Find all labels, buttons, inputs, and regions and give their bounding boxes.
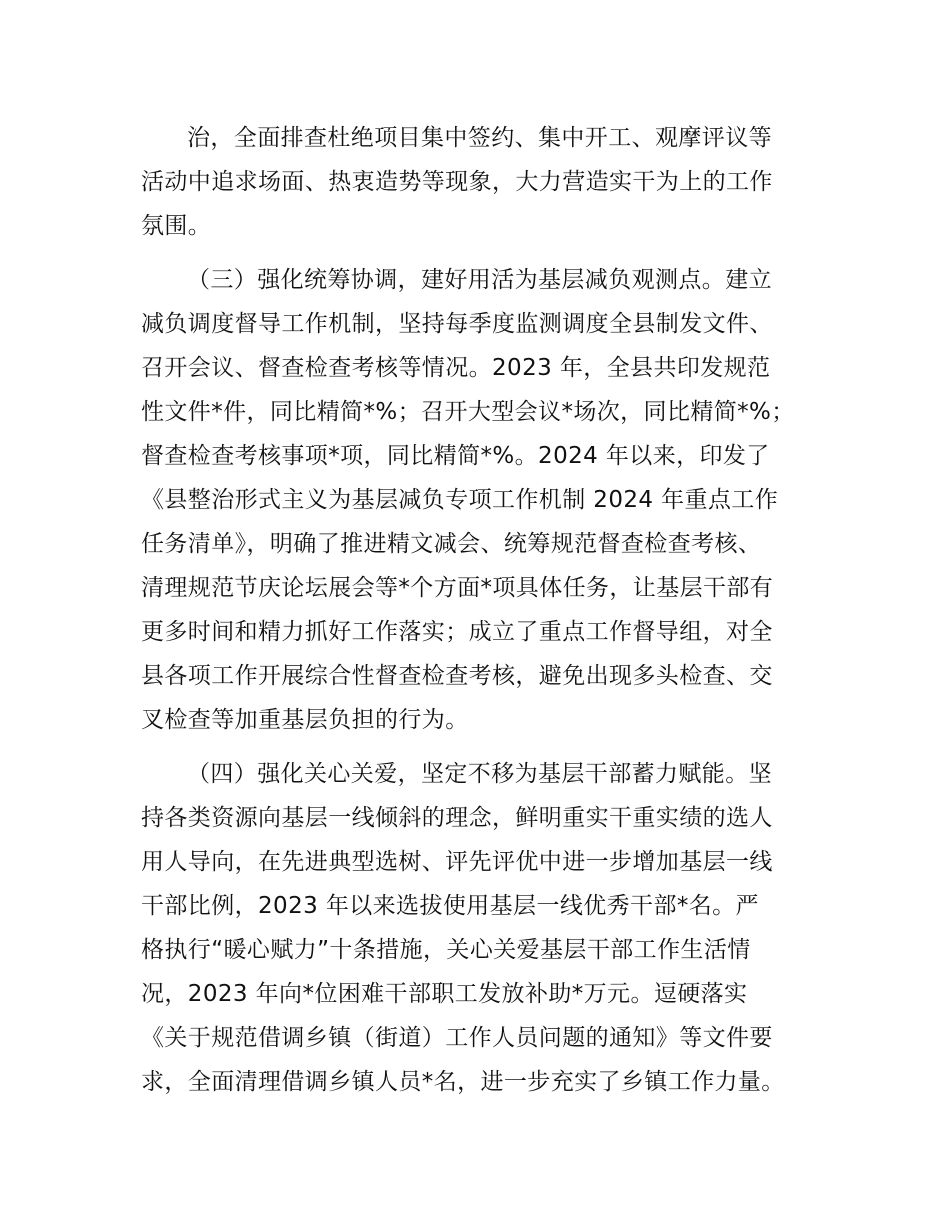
text-line: 治，全面排查杜绝项目集中签约、集中开工、观摩评议等 xyxy=(187,125,772,151)
text-line: （四）强化关心关爱，坚定不移为基层干部蓄力赋能。坚 xyxy=(187,761,772,787)
text-line: 《关于规范借调乡镇（街道）工作人员问题的通知》等文件要 xyxy=(141,1025,773,1051)
text-line: 活动中追求场面、热衷造势等现象，大力营造实干为上的工作 xyxy=(141,169,773,195)
text-line: （三）强化统筹协调，建好用活为基层减负观测点。建立 xyxy=(187,267,772,293)
text-line: 用人导向，在先进典型选树、评先评优中进一步增加基层一线 xyxy=(141,849,773,875)
text-line: 格执行“暖心赋力”十条措施，关心关爱基层干部工作生活情 xyxy=(141,937,751,963)
text-line: 求，全面清理借调乡镇人员*名，进一步充实了乡镇工作力量。 xyxy=(141,1069,785,1095)
text-line: 叉检查等加重基层负担的行为。 xyxy=(141,707,469,733)
text-line: 召开会议、督查检查考核等情况。2023 年，全县共印发规范 xyxy=(141,355,771,381)
document-page xyxy=(141,116,831,1104)
text-line: 性文件*件，同比精简*%；召开大型会议*场次，同比精简*%； xyxy=(141,399,795,425)
text-line: 督查检查考核事项*项，同比精简*%。2024 年以来，印发了 xyxy=(141,443,770,469)
paragraph-continuation xyxy=(141,116,831,248)
text-line: 况，2023 年向*位困难干部职工发放补助*万元。逗硬落实 xyxy=(141,981,748,1007)
text-line: 县各项工作开展综合性督查检查考核，避免出现多头检查、交 xyxy=(141,663,773,689)
paragraph-section-three xyxy=(141,258,831,742)
text-line: 清理规范节庆论坛展会等*个方面*项具体任务，让基层干部有 xyxy=(141,575,774,601)
text-line: 氛围。 xyxy=(141,213,212,239)
text-line: 更多时间和精力抓好工作落实；成立了重点工作督导组，对全 xyxy=(141,619,773,645)
text-line: 减负调度督导工作机制，坚持每季度监测调度全县制发文件、 xyxy=(141,311,773,337)
text-line: 《县整治形式主义为基层减负专项工作机制 2024 年重点工作 xyxy=(141,487,779,513)
text-line: 干部比例，2023 年以来选拔使用基层一线优秀干部*名。严 xyxy=(141,893,759,919)
paragraph-section-four xyxy=(141,752,831,1104)
text-line: 任务清单》，明确了推进精文减会、统筹规范督查检查考核、 xyxy=(141,531,762,557)
text-line: 持各类资源向基层一线倾斜的理念，鲜明重实干重实绩的选人 xyxy=(141,805,773,831)
